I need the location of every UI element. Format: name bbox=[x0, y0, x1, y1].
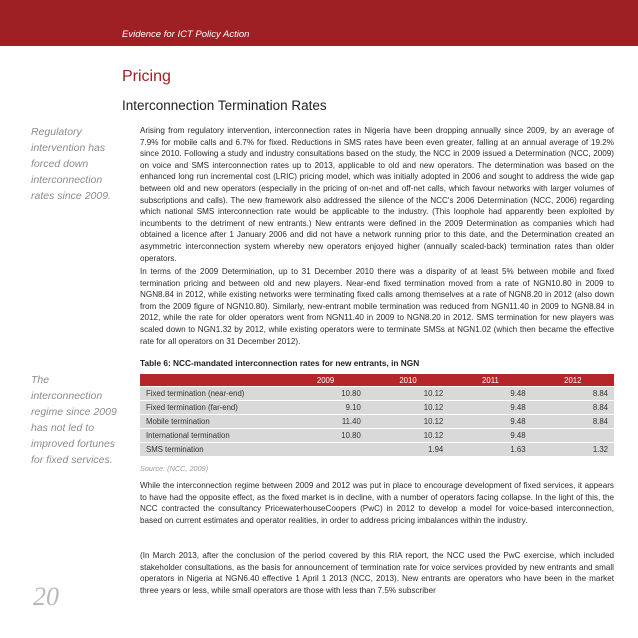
table-cell: 10.80 bbox=[284, 429, 366, 442]
table-row bbox=[140, 443, 614, 456]
row-label: Fixed termination (near-end) bbox=[140, 387, 284, 400]
column-header: 2009 bbox=[284, 374, 366, 386]
table-cell: 9.48 bbox=[449, 401, 531, 414]
table-row bbox=[140, 401, 614, 414]
paragraph-4: (In March 2013, after the conclusion of the period covered by this RIA report, the NCC used the PwC exercise, which included stakeholder consultations, as the basis for announcement of termination rate for voice services provided by new entrants and small operators in Nigeria at NGN6.40 effective 1 April 1 2013 (NCC, 2013). New entrants are operators who have been in the market three years or less, while small operators are those with less than 7.5% subscriber bbox=[140, 551, 614, 595]
table-cell: 1.63 bbox=[449, 443, 531, 456]
table-cell bbox=[532, 429, 614, 442]
row-label: International termination bbox=[140, 429, 284, 442]
table-row bbox=[140, 415, 614, 428]
interconnection-rates-table bbox=[140, 373, 614, 457]
column-header: 2010 bbox=[367, 374, 449, 386]
subsection-title: Interconnection Termination Rates bbox=[122, 98, 327, 113]
table-cell: 11.40 bbox=[284, 415, 366, 428]
paragraph-1: Arising from regulatory intervention, interconnection rates in Nigeria have been dropping annually since 2009, by an average of 7.9% for mobile calls and 6.7% for fixed. Reductions in SMS rates have been even greater, falling at an annual average of 19.2% since 2010. Following a study and industry consultations based on the study, the NCC in 2009 issued a Determination (NCC, 2009) on voice and SMS interconnection rates up to 2013, applicable to old and new operators. The determination was based on the enhanced long run incremental cost (LRIC) pricing model, which was initially adopted in 2006 and sought to address the wide gap between old and new operators (especially in the pricing of on-net and off-net calls, which favour networks with larger volumes of subscriptions and calls). The new framework also addressed the silence of the NCC's 2006 Determination (NCC, 2006) regarding which national SMS interconnection rate would be applicable to the industry. (This loophole had apparently been exploited by incumbents to the detriment of new entrants.) New entrants were defined in the 2009 Determination as companies which had obtained a licence after 1 January 2006 and did not have a network running prior to this date, and the Determination created an asymmetric interconnection system whereby new operators enjoyed higher (annually scaled-back) termination rates than older operators. bbox=[140, 126, 614, 263]
table-cell: 10.12 bbox=[367, 415, 449, 428]
table-cell: 10.12 bbox=[367, 429, 449, 442]
header-bar bbox=[0, 0, 638, 46]
table-row bbox=[140, 429, 614, 442]
section-title: Pricing bbox=[122, 68, 171, 85]
table-cell: 9.48 bbox=[449, 429, 531, 442]
table-cell: 1.94 bbox=[367, 443, 449, 456]
table-cell: 8.84 bbox=[532, 387, 614, 400]
table-caption: Table 6: NCC-mandated interconnection rates for new entrants, in NGN bbox=[140, 358, 420, 368]
column-header: 2011 bbox=[449, 374, 531, 386]
paragraph-3: While the interconnection regime between 2009 and 2012 was put in place to encourage development of fixed services, it appears to have had the opposite effect, as the fixed market is in decline, with a number of operators facing collapse. In the light of this, the NCC contracted the consultancy PricewaterhouseCoopers (PwC) in 2012 to develop a model for voice-based interconnection, based on current estimates and operator realities, in order to address pricing imbalances within the industry. bbox=[140, 481, 614, 525]
sidenote-fixed-services: The interconnection regime since 2009 has not led to improved fortunes for fixed services. bbox=[31, 374, 117, 466]
running-header: Evidence for ICT Policy Action bbox=[122, 29, 250, 40]
table-header-row bbox=[140, 374, 614, 386]
paragraph-2: In terms of the 2009 Determination, up to 31 December 2010 there was a disparity of at least 5% between mobile and fixed termination pricing and between old and new players. Near-end fixed termination moved from a rate of NGN10.80 in 2009 to NGN8.84 in 2012, while existing networks were terminating fixed calls among themselves at a rate of NGN8.20 in 2012 (also down from the 2009 figure of NGN10.80). Similarly, new-entrant mobile termination was reduced from NGN11.40 in 2009 to NGN8.84 in 2012, while the rate for older operators went from NGN11.40 in 2009 to NGN8.20 in 2012. SMS termination for new players was scaled down to NGN1.32 by 2012, while existing operators were to terminate SMSs at NGN1.02 (which then became the effective rate for all operators on 31 December 2012). bbox=[140, 267, 614, 346]
table-cell: 1.32 bbox=[532, 443, 614, 456]
sidenote-regulatory: Regulatory intervention has forced down interconnection rates since 2009. bbox=[31, 126, 111, 202]
table-cell: 10.80 bbox=[284, 387, 366, 400]
table-cell: 9.10 bbox=[284, 401, 366, 414]
page-number: 20 bbox=[33, 582, 59, 611]
table-cell: 9.48 bbox=[449, 387, 531, 400]
table-cell: 9.48 bbox=[449, 415, 531, 428]
column-header: 2012 bbox=[532, 374, 614, 386]
row-label: Mobile termination bbox=[140, 415, 284, 428]
table-cell: 8.84 bbox=[532, 415, 614, 428]
table-cell bbox=[284, 443, 366, 456]
row-label: Fixed termination (far-end) bbox=[140, 401, 284, 414]
table-source: Source: (NCC, 2009) bbox=[140, 464, 209, 473]
table-cell: 8.84 bbox=[532, 401, 614, 414]
table-cell: 10.12 bbox=[367, 401, 449, 414]
row-label: SMS termination bbox=[140, 443, 284, 456]
table-row bbox=[140, 387, 614, 400]
table-cell: 10.12 bbox=[367, 387, 449, 400]
table-header-empty bbox=[140, 374, 284, 386]
